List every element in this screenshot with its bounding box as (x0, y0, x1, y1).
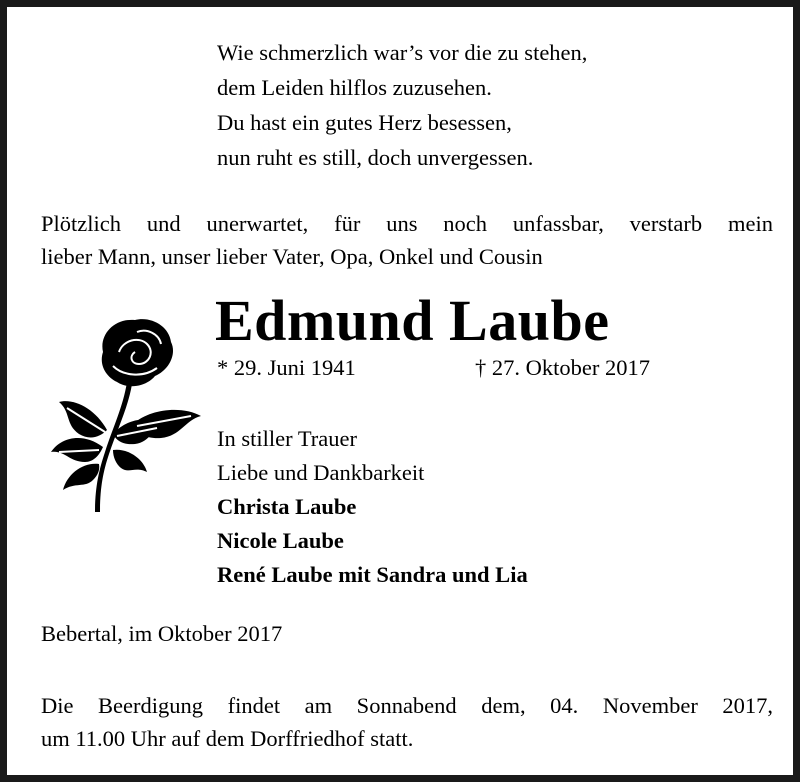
mourning-phrase: In stiller Trauer (217, 426, 357, 451)
rose-icon (43, 312, 203, 517)
funeral-line: Die Beerdigung findet am Sonnabend dem, 04. November 2017, (41, 693, 773, 718)
mourners-block (217, 422, 528, 592)
mourning-phrase: Liebe und Dankbarkeit (217, 460, 425, 485)
funeral-info (41, 689, 773, 755)
poem-line: Du hast ein gutes Herz besessen, (217, 110, 512, 135)
death-date: † 27. Oktober 2017 (475, 355, 650, 380)
funeral-line: um 11.00 Uhr auf dem Dorffriedhof statt. (41, 726, 414, 751)
birth-date: * 29. Juni 1941 (217, 355, 356, 380)
poem-line: dem Leiden hilflos zuzusehen. (217, 75, 492, 100)
poem-line: nun ruht es still, doch unvergessen. (217, 145, 534, 170)
deceased-name: Edmund Laube (215, 288, 610, 353)
announcement-text (41, 207, 773, 273)
announcement-line: Plötzlich und unerwartet, für uns noch unfassbar, verstarb mein (41, 211, 773, 236)
announcement-line: lieber Mann, unser lieber Vater, Opa, Onkel und Cousin (41, 244, 543, 269)
mourner-name: Nicole Laube (217, 528, 344, 553)
mourner-name: René Laube mit Sandra und Lia (217, 562, 528, 587)
poem-line: Wie schmerzlich war’s vor die zu stehen, (217, 40, 588, 65)
poem (217, 35, 587, 175)
mourner-name: Christa Laube (217, 494, 357, 519)
place-date: Bebertal, im Oktober 2017 (41, 621, 283, 646)
